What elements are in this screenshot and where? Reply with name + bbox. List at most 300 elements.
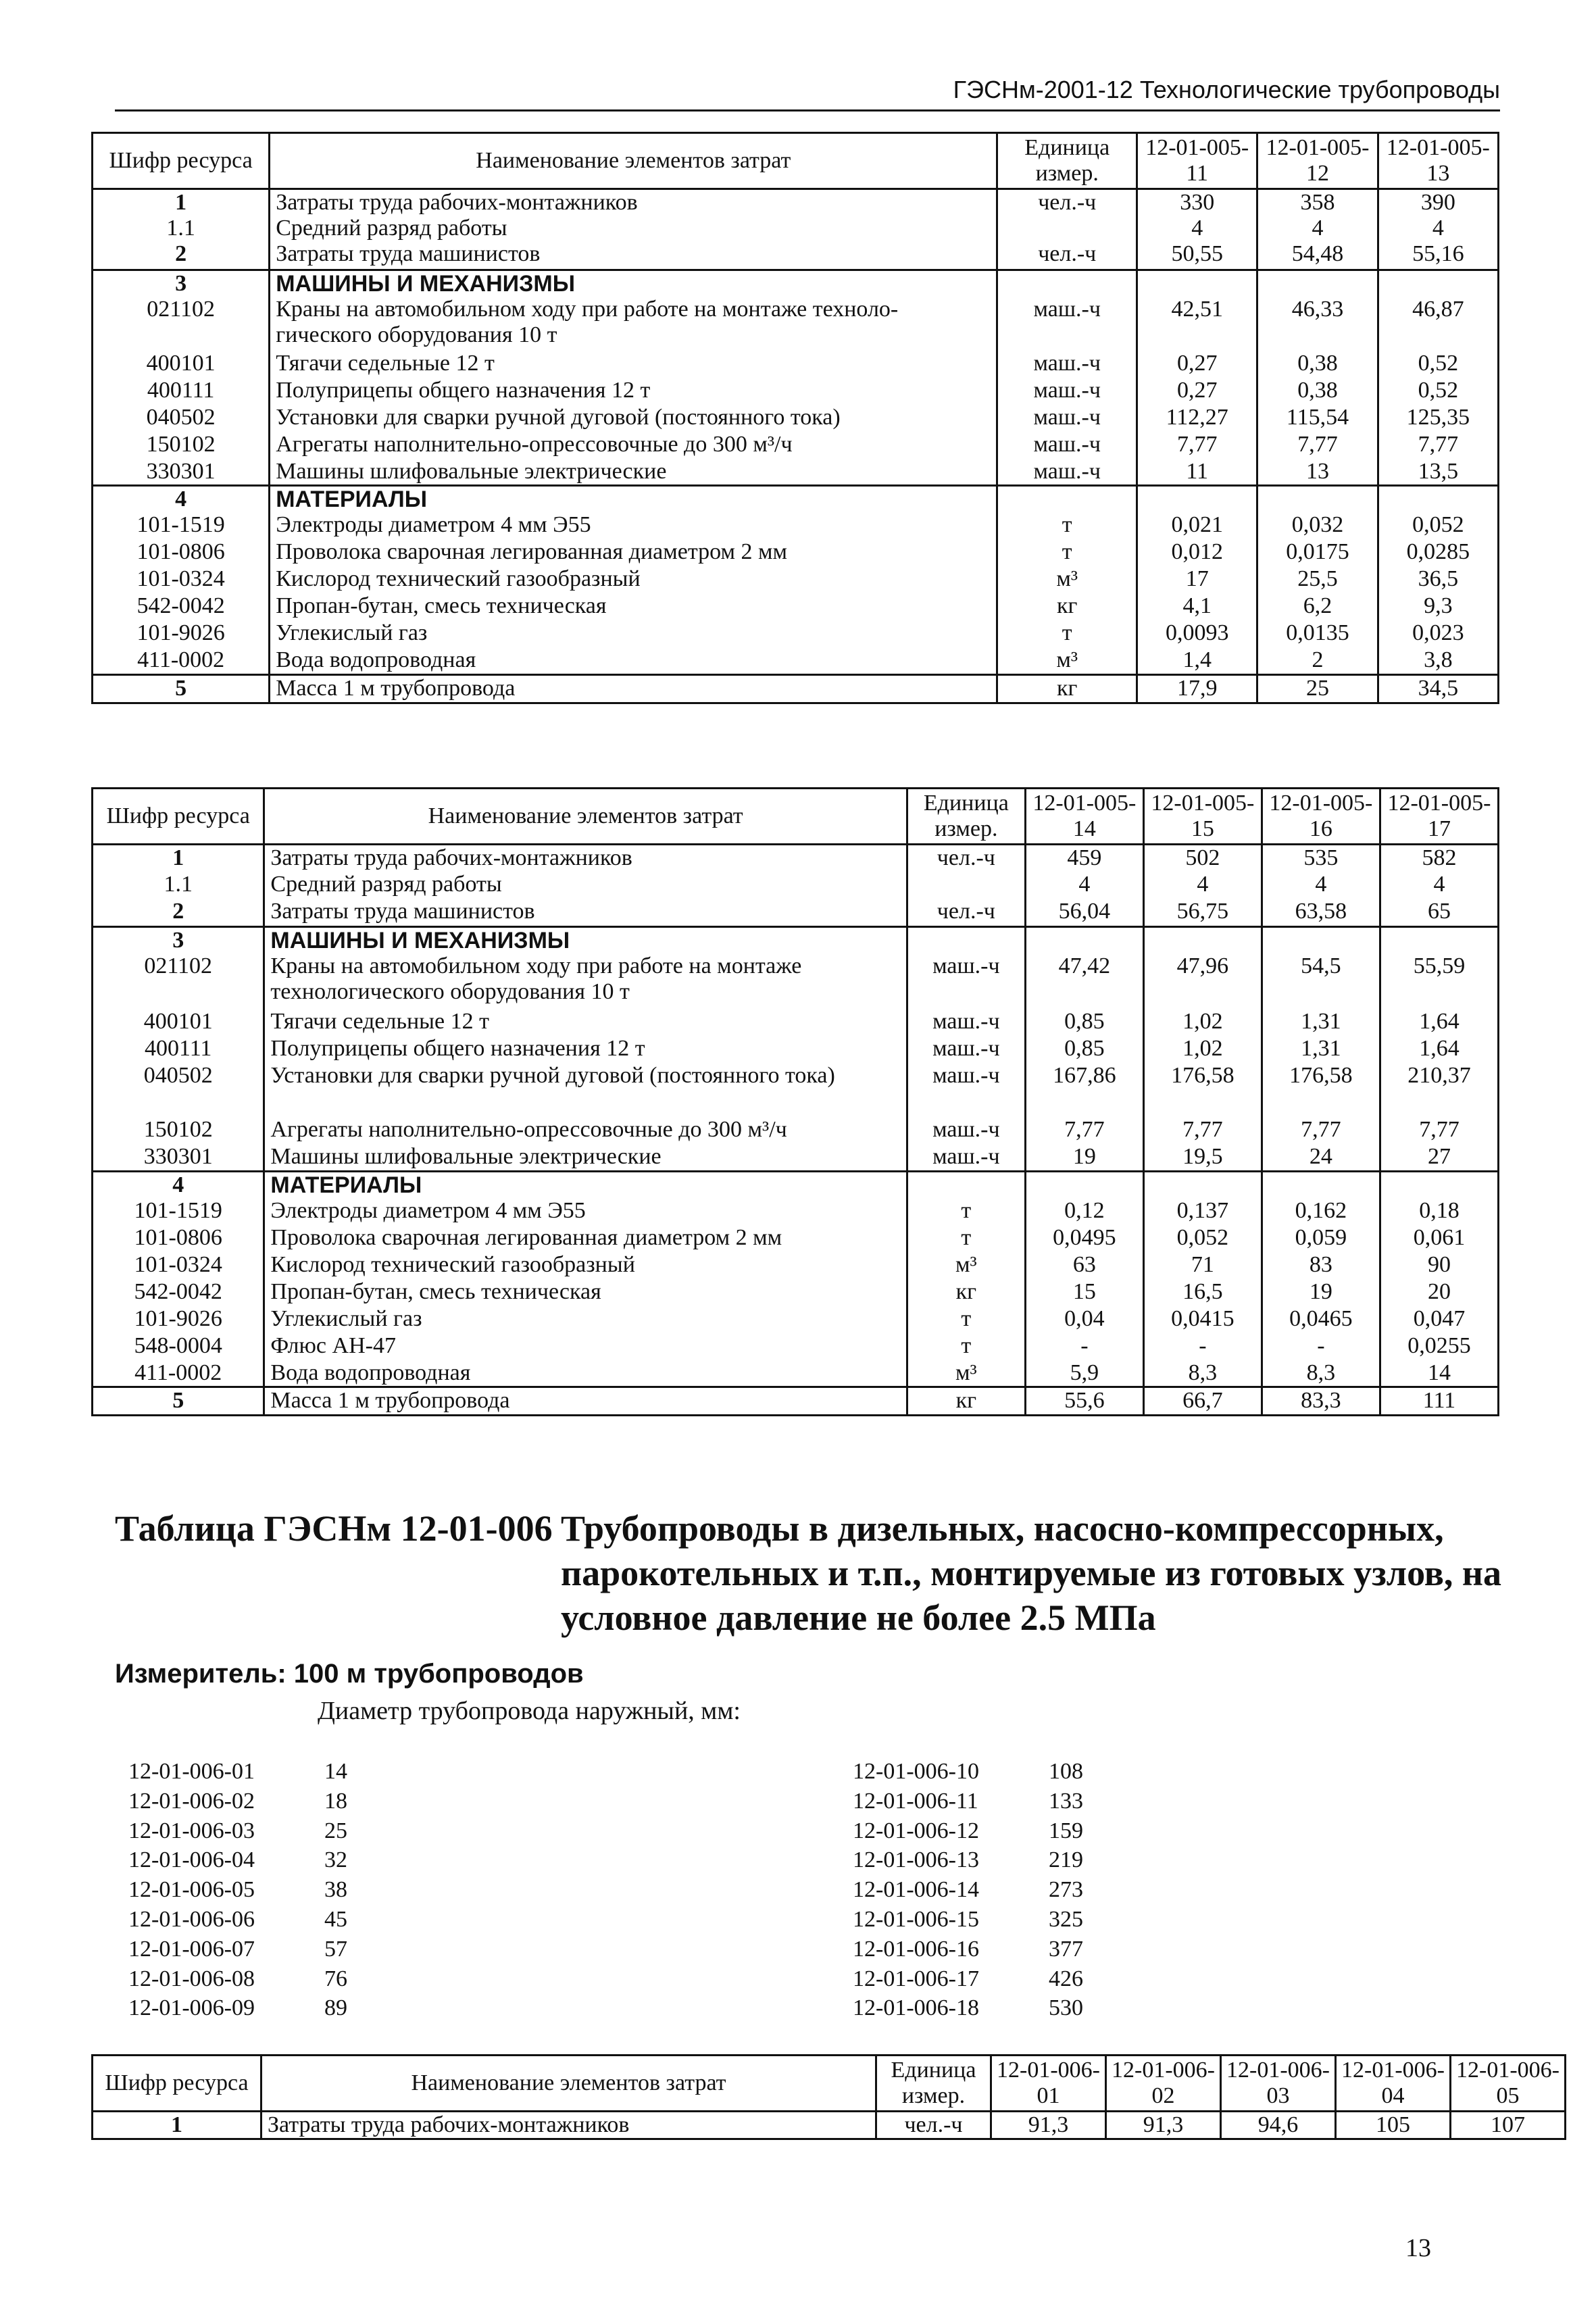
- resource-name: Краны на автомобильном ходу при работе на монтаже техноло-гического оборудования 10 т: [270, 297, 997, 351]
- resource-value: 0,27: [1137, 378, 1257, 405]
- position-code: 12-01-006-17: [853, 1966, 979, 1991]
- resource-value: 54,48: [1257, 241, 1378, 270]
- resource-value: 4: [1025, 872, 1143, 899]
- table-row: [93, 1063, 1499, 1117]
- table-row: [93, 593, 1499, 620]
- position-diameter: 377: [1049, 1936, 1083, 1962]
- resource-value: 4: [1257, 216, 1378, 241]
- position-row: [853, 1875, 1083, 1905]
- meter-label: Измеритель: 100 м трубопроводов: [115, 1659, 584, 1689]
- resource-value: 210,37: [1380, 1063, 1498, 1117]
- resource-value: 7,77: [1257, 432, 1378, 459]
- position-diameter: 108: [1049, 1759, 1083, 1784]
- resource-code: 101-0324: [93, 1252, 264, 1279]
- resource-value: 54,5: [1262, 953, 1380, 1009]
- resource-code: 2: [93, 241, 270, 270]
- resource-value: 0,137: [1143, 1198, 1262, 1225]
- position-diameter: 426: [1049, 1966, 1083, 1991]
- col-header-position: 12-01-005-16: [1262, 789, 1380, 845]
- resource-unit: т: [997, 512, 1137, 539]
- resource-unit: [907, 927, 1025, 954]
- resource-value: 46,33: [1257, 297, 1378, 351]
- table-number: Таблица ГЭСНм 12-01-006: [115, 1508, 553, 1549]
- resource-unit: [997, 270, 1137, 297]
- resource-name: Затраты труда рабочих-монтажников: [261, 2112, 876, 2139]
- resource-value: [1262, 927, 1380, 954]
- resource-value: 7,77: [1378, 432, 1498, 459]
- position-code: 12-01-006-09: [128, 1995, 255, 2021]
- resource-code: 101-9026: [93, 1306, 264, 1333]
- resource-value: 0,0415: [1143, 1306, 1262, 1333]
- resource-value: 27: [1380, 1144, 1498, 1171]
- resource-value: 90: [1380, 1252, 1498, 1279]
- position-row: [853, 1905, 1083, 1935]
- resource-value: 17: [1137, 566, 1257, 593]
- resource-value: 7,77: [1025, 1117, 1143, 1144]
- resource-code: 1: [93, 845, 264, 872]
- resource-value: 0,38: [1257, 378, 1378, 405]
- resource-value: 105: [1336, 2112, 1451, 2139]
- resource-value: 4: [1378, 216, 1498, 241]
- resource-value: 1,31: [1262, 1009, 1380, 1036]
- resource-unit: маш.-ч: [907, 1117, 1025, 1144]
- resource-value: [1378, 270, 1498, 297]
- resource-value: -: [1143, 1333, 1262, 1360]
- running-header: ГЭСНм-2001-12 Технологические трубопроводы: [115, 76, 1500, 111]
- table-row: [93, 539, 1499, 566]
- table-row: [93, 1036, 1499, 1063]
- resource-unit: маш.-ч: [907, 953, 1025, 1009]
- position-diameter: 18: [324, 1788, 347, 1814]
- position-diameter: 219: [1049, 1847, 1083, 1873]
- resource-code: 1: [93, 2112, 261, 2139]
- position-code: 12-01-006-02: [128, 1788, 255, 1814]
- table-row: [93, 486, 1499, 513]
- resource-value: 0,0465: [1262, 1306, 1380, 1333]
- resource-code: 150102: [93, 432, 270, 459]
- position-diameter: 133: [1049, 1788, 1083, 1814]
- position-code: 12-01-006-13: [853, 1847, 979, 1873]
- resource-code: 411-0002: [93, 647, 270, 674]
- col-header-position: 12-01-005-13: [1378, 133, 1498, 189]
- col-header-position: 12-01-006-04: [1336, 2056, 1451, 2112]
- resource-value: 13,5: [1378, 459, 1498, 486]
- resource-value: [1380, 1171, 1498, 1198]
- resource-code: 1.1: [93, 872, 264, 899]
- resource-value: 13: [1257, 459, 1378, 486]
- table-row: [93, 297, 1499, 351]
- resource-name: Пропан-бутан, смесь техническая: [264, 1279, 907, 1306]
- resource-unit: чел.-ч: [876, 2112, 991, 2139]
- resource-code: 5: [93, 1387, 264, 1416]
- resource-value: 1,64: [1380, 1009, 1498, 1036]
- resource-unit: м³: [997, 647, 1137, 674]
- cost-table-1: [91, 132, 1499, 704]
- resource-value: 34,5: [1378, 674, 1498, 703]
- header-row: [93, 789, 1499, 845]
- resource-value: 0,0495: [1025, 1225, 1143, 1252]
- resource-value: 5,9: [1025, 1360, 1143, 1387]
- position-code: 12-01-006-03: [128, 1818, 255, 1843]
- resource-value: 9,3: [1378, 593, 1498, 620]
- resource-code: 101-0806: [93, 1225, 264, 1252]
- resource-value: 535: [1262, 845, 1380, 872]
- resource-name: Масса 1 м трубопровода: [264, 1387, 907, 1416]
- resource-code: 101-1519: [93, 1198, 264, 1225]
- resource-value: 15: [1025, 1279, 1143, 1306]
- resource-unit: маш.-ч: [907, 1036, 1025, 1063]
- resource-name: Электроды диаметром 4 мм Э55: [270, 512, 997, 539]
- resource-value: 47,96: [1143, 953, 1262, 1009]
- resource-code: 021102: [93, 953, 264, 1009]
- resource-unit: т: [907, 1198, 1025, 1225]
- table-row: [93, 1198, 1499, 1225]
- resource-value: [1262, 1171, 1380, 1198]
- resource-name: Проволока сварочная легированная диаметром 2 мм: [264, 1225, 907, 1252]
- resource-unit: маш.-ч: [997, 297, 1137, 351]
- resource-name: Агрегаты наполнительно-опрессовочные до 300 м³/ч: [270, 432, 997, 459]
- resource-unit: маш.-ч: [997, 351, 1137, 378]
- table-row: [93, 1144, 1499, 1171]
- resource-value: 0,0285: [1378, 539, 1498, 566]
- position-code: 12-01-006-18: [853, 1995, 979, 2021]
- resource-unit: кг: [907, 1279, 1025, 1306]
- position-row: [853, 1816, 1083, 1846]
- resource-code: 400111: [93, 378, 270, 405]
- resource-value: 176,58: [1143, 1063, 1262, 1117]
- position-diameter: 325: [1049, 1906, 1083, 1932]
- col-header-position: 12-01-006-02: [1106, 2056, 1221, 2112]
- resource-code: 330301: [93, 1144, 264, 1171]
- col-header-position: 12-01-006-03: [1221, 2056, 1336, 2112]
- col-header-position: 12-01-006-01: [991, 2056, 1106, 2112]
- resource-unit: чел.-ч: [907, 845, 1025, 872]
- resource-name: Средний разряд работы: [264, 872, 907, 899]
- resource-value: 0,52: [1378, 378, 1498, 405]
- resource-value: [1137, 486, 1257, 513]
- resource-value: 1,02: [1143, 1036, 1262, 1063]
- resource-name: Вода водопроводная: [264, 1360, 907, 1387]
- resource-code: 548-0004: [93, 1333, 264, 1360]
- resource-name: Агрегаты наполнительно-опрессовочные до 300 м³/ч: [264, 1117, 907, 1144]
- resource-name: Краны на автомобильном ходу при работе на монтаже технологического оборудования 10 т: [264, 953, 907, 1009]
- resource-value: 125,35: [1378, 405, 1498, 432]
- resource-value: 7,77: [1143, 1117, 1262, 1144]
- resource-unit: м³: [907, 1252, 1025, 1279]
- position-code: 12-01-006-07: [128, 1936, 255, 1962]
- resource-value: 1,4: [1137, 647, 1257, 674]
- resource-unit: чел.-ч: [997, 241, 1137, 270]
- table-row: [93, 674, 1499, 703]
- resource-name: Машины шлифовальные электрические: [270, 459, 997, 486]
- resource-value: 502: [1143, 845, 1262, 872]
- resource-value: 0,021: [1137, 512, 1257, 539]
- table-row: [93, 1009, 1499, 1036]
- resource-value: 107: [1451, 2112, 1566, 2139]
- position-diameter: 45: [324, 1906, 347, 1932]
- resource-value: [1257, 486, 1378, 513]
- table-row: [93, 566, 1499, 593]
- position-diameter: 273: [1049, 1877, 1083, 1903]
- resource-name: Кислород технический газообразный: [264, 1252, 907, 1279]
- position-diameter: 25: [324, 1818, 347, 1843]
- resource-value: 55,59: [1380, 953, 1498, 1009]
- resource-name: Полуприцепы общего назначения 12 т: [264, 1036, 907, 1063]
- resource-name: МАШИНЫ И МЕХАНИЗМЫ: [264, 927, 907, 954]
- resource-value: 0,38: [1257, 351, 1378, 378]
- position-row: [853, 1845, 1083, 1875]
- position-code: 12-01-006-11: [853, 1788, 978, 1814]
- table-row: [93, 620, 1499, 647]
- resource-name: МАШИНЫ И МЕХАНИЗМЫ: [270, 270, 997, 297]
- resource-value: 0,023: [1378, 620, 1498, 647]
- resource-unit: [997, 486, 1137, 513]
- resource-value: -: [1025, 1333, 1143, 1360]
- position-diameter: 159: [1049, 1818, 1083, 1843]
- resource-value: 4: [1380, 872, 1498, 899]
- resource-code: 4: [93, 486, 270, 513]
- resource-value: -: [1262, 1333, 1380, 1360]
- table-row: [93, 189, 1499, 216]
- resource-value: 0,12: [1025, 1198, 1143, 1225]
- resource-name: Установки для сварки ручной дуговой (постоянного тока): [270, 405, 997, 432]
- resource-unit: чел.-ч: [997, 189, 1137, 216]
- resource-value: 63,58: [1262, 899, 1380, 927]
- position-row: [128, 1787, 347, 1816]
- resource-value: 7,77: [1262, 1117, 1380, 1144]
- table-row: [93, 953, 1499, 1009]
- resource-value: 42,51: [1137, 297, 1257, 351]
- resource-value: 0,012: [1137, 539, 1257, 566]
- resource-unit: маш.-ч: [997, 378, 1137, 405]
- resource-value: 1,02: [1143, 1009, 1262, 1036]
- table-row: [93, 405, 1499, 432]
- resource-value: [1137, 270, 1257, 297]
- resource-unit: маш.-ч: [907, 1063, 1025, 1117]
- position-code: 12-01-006-14: [853, 1877, 979, 1903]
- resource-name: Масса 1 м трубопровода: [270, 674, 997, 703]
- resource-unit: маш.-ч: [907, 1009, 1025, 1036]
- resource-name: Затраты труда рабочих-монтажников: [270, 189, 997, 216]
- resource-code: 400111: [93, 1036, 264, 1063]
- position-diameter: 57: [324, 1936, 347, 1962]
- resource-name: Затраты труда рабочих-монтажников: [264, 845, 907, 872]
- resource-value: 0,18: [1380, 1198, 1498, 1225]
- resource-value: 16,5: [1143, 1279, 1262, 1306]
- resource-value: 25: [1257, 674, 1378, 703]
- resource-value: 111: [1380, 1387, 1498, 1416]
- resource-name: Кислород технический газообразный: [270, 566, 997, 593]
- resource-value: 7,77: [1137, 432, 1257, 459]
- resource-value: 25,5: [1257, 566, 1378, 593]
- resource-value: [1025, 1171, 1143, 1198]
- resource-code: 2: [93, 899, 264, 927]
- resource-code: 411-0002: [93, 1360, 264, 1387]
- position-code: 12-01-006-01: [128, 1759, 255, 1784]
- resource-code: 150102: [93, 1117, 264, 1144]
- table-row: [93, 872, 1499, 899]
- resource-unit: кг: [997, 593, 1137, 620]
- resource-value: 4,1: [1137, 593, 1257, 620]
- resource-value: 56,04: [1025, 899, 1143, 927]
- table-row: [93, 1387, 1499, 1416]
- table-row: [93, 512, 1499, 539]
- resource-value: 47,42: [1025, 953, 1143, 1009]
- position-diameter: 76: [324, 1966, 347, 1991]
- position-list-right: [853, 1757, 1083, 2023]
- resource-name: Пропан-бутан, смесь техническая: [270, 593, 997, 620]
- resource-value: 0,0175: [1257, 539, 1378, 566]
- resource-name: Затраты труда машинистов: [270, 241, 997, 270]
- table-row: [93, 241, 1499, 270]
- resource-unit: маш.-ч: [907, 1144, 1025, 1171]
- resource-value: 0,52: [1378, 351, 1498, 378]
- resource-value: [1257, 270, 1378, 297]
- table-row: [93, 1279, 1499, 1306]
- resource-value: 8,3: [1262, 1360, 1380, 1387]
- resource-code: 1: [93, 189, 270, 216]
- resource-value: 0,061: [1380, 1225, 1498, 1252]
- resource-name: Тягачи седельные 12 т: [270, 351, 997, 378]
- page-number: 13: [1405, 2234, 1431, 2262]
- resource-unit: м³: [997, 566, 1137, 593]
- col-header-position: 12-01-005-17: [1380, 789, 1498, 845]
- resource-value: 55,6: [1025, 1387, 1143, 1416]
- resource-code: 040502: [93, 405, 270, 432]
- resource-code: 3: [93, 270, 270, 297]
- resource-code: 400101: [93, 351, 270, 378]
- resource-unit: т: [907, 1306, 1025, 1333]
- resource-value: 24: [1262, 1144, 1380, 1171]
- position-code: 12-01-006-10: [853, 1759, 979, 1784]
- resource-value: [1025, 927, 1143, 954]
- position-row: [853, 1964, 1083, 1994]
- resource-value: 0,052: [1378, 512, 1498, 539]
- resource-value: 19: [1262, 1279, 1380, 1306]
- resource-value: [1380, 927, 1498, 954]
- resource-value: 91,3: [991, 2112, 1106, 2139]
- resource-name: Углекислый газ: [264, 1306, 907, 1333]
- position-row: [128, 1993, 347, 2023]
- resource-value: 0,162: [1262, 1198, 1380, 1225]
- resource-unit: маш.-ч: [997, 405, 1137, 432]
- resource-code: 021102: [93, 297, 270, 351]
- resource-unit: м³: [907, 1360, 1025, 1387]
- resource-name: МАТЕРИАЛЫ: [270, 486, 997, 513]
- resource-value: 7,77: [1380, 1117, 1498, 1144]
- resource-code: 101-0324: [93, 566, 270, 593]
- resource-value: 94,6: [1221, 2112, 1336, 2139]
- resource-code: 101-1519: [93, 512, 270, 539]
- position-list-left: [128, 1757, 347, 2023]
- position-diameter: 32: [324, 1847, 347, 1873]
- position-row: [853, 1787, 1083, 1816]
- resource-code: 3: [93, 927, 264, 954]
- position-row: [128, 1905, 347, 1935]
- col-header-code: Шифр ресурса: [93, 2056, 261, 2112]
- table-row: [93, 927, 1499, 954]
- table-row: [93, 1252, 1499, 1279]
- table-row: [93, 432, 1499, 459]
- resource-unit: [907, 1171, 1025, 1198]
- table-row: [93, 1117, 1499, 1144]
- table-row: [93, 1360, 1499, 1387]
- position-code: 12-01-006-12: [853, 1818, 979, 1843]
- table-row: [93, 378, 1499, 405]
- resource-code: 4: [93, 1171, 264, 1198]
- resource-name: Средний разряд работы: [270, 216, 997, 241]
- resource-value: 390: [1378, 189, 1498, 216]
- resource-code: 5: [93, 674, 270, 703]
- resource-name: Затраты труда машинистов: [264, 899, 907, 927]
- col-header-name: Наименование элементов затрат: [261, 2056, 876, 2112]
- resource-value: 0,0135: [1257, 620, 1378, 647]
- resource-code: 101-9026: [93, 620, 270, 647]
- resource-unit: [997, 216, 1137, 241]
- table-row: [93, 1225, 1499, 1252]
- resource-value: 63: [1025, 1252, 1143, 1279]
- resource-value: 71: [1143, 1252, 1262, 1279]
- position-row: [853, 1935, 1083, 1964]
- position-code: 12-01-006-05: [128, 1877, 255, 1903]
- resource-unit: кг: [907, 1387, 1025, 1416]
- resource-code: 400101: [93, 1009, 264, 1036]
- resource-value: 358: [1257, 189, 1378, 216]
- cost-table-3: [91, 2054, 1566, 2140]
- position-row: [128, 1757, 347, 1787]
- position-row: [128, 1845, 347, 1875]
- col-header-position: 12-01-005-15: [1143, 789, 1262, 845]
- table-row: [93, 2112, 1566, 2139]
- resource-name: Вода водопроводная: [270, 647, 997, 674]
- position-code: 12-01-006-16: [853, 1936, 979, 1962]
- resource-value: 46,87: [1378, 297, 1498, 351]
- col-header-position: 12-01-005-12: [1257, 133, 1378, 189]
- table-row: [93, 1171, 1499, 1198]
- position-row: [128, 1935, 347, 1964]
- resource-value: 83: [1262, 1252, 1380, 1279]
- col-header-position: 12-01-005-11: [1137, 133, 1257, 189]
- resource-value: 55,16: [1378, 241, 1498, 270]
- resource-value: 0,0093: [1137, 620, 1257, 647]
- position-row: [128, 1875, 347, 1905]
- resource-unit: [907, 872, 1025, 899]
- resource-value: [1143, 927, 1262, 954]
- resource-value: 0,059: [1262, 1225, 1380, 1252]
- resource-value: 20: [1380, 1279, 1498, 1306]
- resource-value: 459: [1025, 845, 1143, 872]
- col-header-name: Наименование элементов затрат: [270, 133, 997, 189]
- col-header-code: Шифр ресурса: [93, 133, 270, 189]
- resource-name: МАТЕРИАЛЫ: [264, 1171, 907, 1198]
- position-row: [853, 1757, 1083, 1787]
- resource-value: 0,85: [1025, 1036, 1143, 1063]
- resource-name: Флюс АН-47: [264, 1333, 907, 1360]
- resource-value: 91,3: [1106, 2112, 1221, 2139]
- resource-value: 4: [1262, 872, 1380, 899]
- col-header-unit: Единица измер.: [907, 789, 1025, 845]
- resource-value: 11: [1137, 459, 1257, 486]
- resource-name: Проволока сварочная легированная диаметром 2 мм: [270, 539, 997, 566]
- table-row: [93, 270, 1499, 297]
- resource-value: 0,032: [1257, 512, 1378, 539]
- cost-table-2: [91, 787, 1499, 1416]
- resource-value: 66,7: [1143, 1387, 1262, 1416]
- resource-value: 167,86: [1025, 1063, 1143, 1117]
- resource-unit: чел.-ч: [907, 899, 1025, 927]
- resource-value: 582: [1380, 845, 1498, 872]
- resource-value: 4: [1143, 872, 1262, 899]
